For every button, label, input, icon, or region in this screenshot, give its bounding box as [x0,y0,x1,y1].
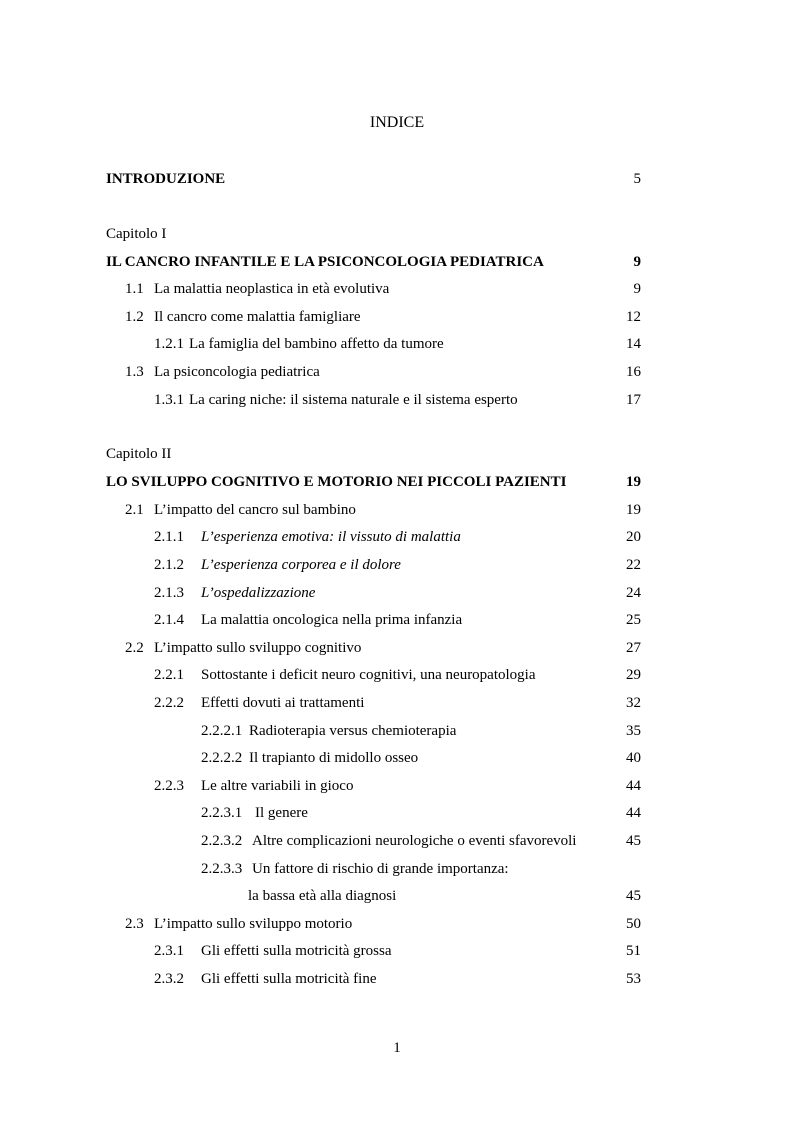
toc-entry-page: 44 [626,805,641,821]
toc-entry-text: Altre complicazioni neurologiche o eventi sfavorevoli [252,833,577,849]
toc-entry-text: Il cancro come malattia famigliare [154,309,361,325]
toc-entry-page: 45 [626,888,641,904]
toc-entry-page: 22 [626,557,641,573]
toc-entry-number: 2.1.3 [154,585,184,601]
toc-entry-text: Gli effetti sulla motricità fine [201,971,377,987]
toc-entry-text: Radioterapia versus chemioterapia [249,723,457,739]
toc-entry-page: 53 [626,971,641,987]
toc-entry-number: 2.1.1 [154,529,184,545]
toc-entry-page: 14 [626,336,641,352]
toc-entry-text: Gli effetti sulla motricità grossa [201,943,392,959]
toc-intro-label: INTRODUZIONE [106,171,226,187]
toc-entry-text: La malattia neoplastica in età evolutiva [154,281,390,297]
toc-entry-page: 16 [626,364,641,380]
toc-entry-page: 45 [626,833,641,849]
toc-entry-number: 2.2.3.1 [201,805,243,821]
toc-entry-number: 2.2.2 [154,695,184,711]
chapter-1-label: Capitolo I [106,226,167,242]
toc-entry-text: Il genere [255,805,308,821]
toc-entry-text: L’esperienza emotiva: il vissuto di malattia [201,529,461,545]
toc-entry-text: L’esperienza corporea e il dolore [201,557,401,573]
chapter-2-title: LO SVILUPPO COGNITIVO E MOTORIO NEI PICCOLI PAZIENTI [106,474,567,490]
toc-entry-page: 50 [626,916,641,932]
page-title: INDICE [369,114,425,131]
chapter-2-label: Capitolo II [106,446,172,462]
toc-entry-text: Le altre variabili in gioco [201,778,354,794]
toc-intro-page: 5 [633,171,641,187]
toc-entry-text: Un fattore di rischio di grande importanza: [252,861,509,877]
toc-entry-text: Sottostante i deficit neuro cognitivi, una neuropatologia [201,667,536,683]
toc-entry-number: 1.2 [125,309,144,325]
toc-entry-text: L’impatto sullo sviluppo cognitivo [154,640,362,656]
toc-entry-number: 1.3.1 [154,392,184,408]
toc-entry-number: 2.2.2.2 [201,750,243,766]
toc-entry-number: 2.1.2 [154,557,184,573]
toc-entry-page: 9 [633,281,641,297]
toc-entry-text: L’impatto del cancro sul bambino [154,502,356,518]
toc-entry-page: 20 [626,529,641,545]
toc-entry-number: 2.2.1 [154,667,184,683]
toc-entry-page: 51 [626,943,641,959]
toc-entry-text: Effetti dovuti ai trattamenti [201,695,365,711]
toc-entry-number: 2.2.3 [154,778,184,794]
toc-entry-page: 35 [626,723,641,739]
toc-entry-text: L’impatto sullo sviluppo motorio [154,916,353,932]
toc-entry-number: 1.3 [125,364,144,380]
toc-entry-text: L’ospedalizzazione [201,585,316,601]
toc-entry-text: La psiconcologia pediatrica [154,364,320,380]
chapter-1-page: 9 [633,254,641,270]
toc-entry-page: 40 [626,750,641,766]
chapter-2-page: 19 [626,474,641,490]
toc-entry-number: 1.1 [125,281,144,297]
toc-entry-number: 2.3.2 [154,971,184,987]
toc-entry-page: 24 [626,585,641,601]
toc-entry-page: 17 [626,392,641,408]
toc-entry-number: 2.3 [125,916,144,932]
toc-entry-page: 27 [626,640,641,656]
page-number: 1 [393,1040,401,1056]
toc-entry-page: 44 [626,778,641,794]
toc-entry-number: 2.3.1 [154,943,184,959]
toc-entry-text: La famiglia del bambino affetto da tumore [189,336,444,352]
toc-entry-page: 29 [626,667,641,683]
toc-entry-number: 2.2 [125,640,144,656]
toc-entry-page: 32 [626,695,641,711]
toc-entry-number: 2.1 [125,502,144,518]
toc-entry-text: La malattia oncologica nella prima infanzia [201,612,463,628]
toc-entry-number: 2.2.3.3 [201,861,243,877]
toc-entry-number: 2.2.3.2 [201,833,243,849]
toc-entry-text: La caring niche: il sistema naturale e il sistema esperto [189,392,518,408]
toc-entry-number: 2.2.2.1 [201,723,243,739]
toc-entry-number: 2.1.4 [154,612,184,628]
toc-entry-page: 19 [626,502,641,518]
toc-entry-page: 25 [626,612,641,628]
toc-entry-number: 1.2.1 [154,336,184,352]
toc-entry-page: 12 [626,309,641,325]
chapter-1-title: IL CANCRO INFANTILE E LA PSICONCOLOGIA PEDIATRICA [106,254,544,270]
toc-entry-text: la bassa età alla diagnosi [248,888,397,904]
toc-entry-text: Il trapianto di midollo osseo [249,750,419,766]
